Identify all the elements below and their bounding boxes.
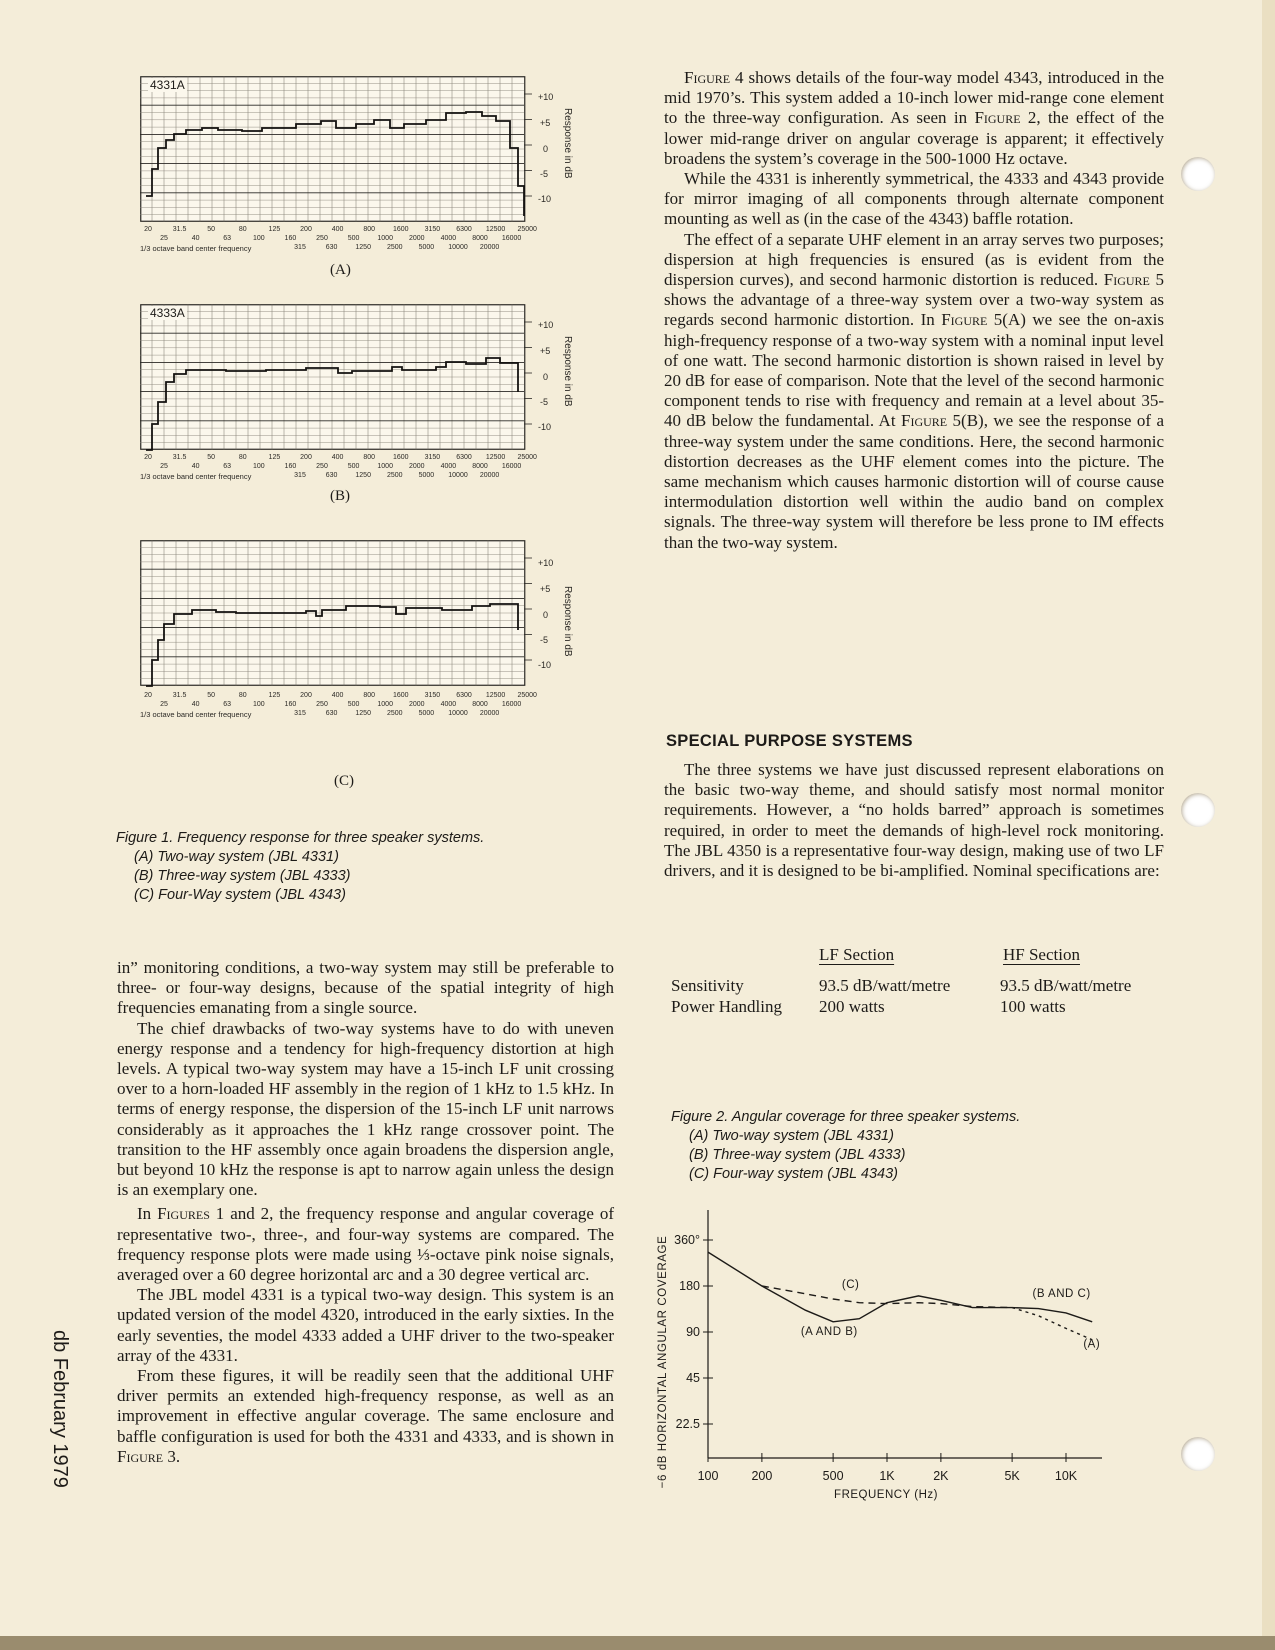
frequency-tick-label: 8000	[472, 701, 488, 708]
x-tick-label: 2K	[933, 1469, 949, 1483]
frequency-tick-label: 200	[300, 226, 312, 233]
frequency-tick-label: 50	[207, 454, 216, 461]
frequency-tick-label: 315	[294, 244, 306, 251]
frequency-tick-label: 400	[331, 692, 344, 699]
coverage-annotation: (A)	[1083, 1338, 1101, 1351]
panel-c-tick: -5	[540, 635, 549, 645]
x-tick-label: 100	[697, 1469, 719, 1483]
figure-2-caption-line: (C) Four-way system (JBL 4343)	[689, 1166, 898, 1182]
frequency-tick-label: 20000	[479, 710, 500, 717]
frequency-tick-label: 10000	[448, 244, 468, 251]
spec-row-label: Power Handling	[671, 997, 782, 1016]
body-paragraph: The effect of a separate UHF element in an array serves two purposes; dispersion at high frequencies is ensured (as is evident from the dispersion curves), and second harmonic distortion is reduced. Figure 5 shows the advantage of a three-way system over a two-way system as regards second harmonic distortion. In Figure 5(A) we see the on-axis high-frequency response of a two-way system with a nominal input level of one watt. The second harmonic distortion is shown raised in level by 20 dB for ease of comparison. Note that the level of the second harmonic component tends to rise with frequency and remain at a level about 35-40 dB below the fundamental. At Figure 5(B), we see the response of a three-way system under the same conditions. Here, the second harmonic distortion decreases as the UHF element comes into the picture. The same mechanism which causes harmonic distortion will of course cause intermodulation distortion well within the audio band on complex signals. The three-way system will therefore be less prone to IM effects than the two-way system.	[664, 229, 1165, 552]
panel-c-grid	[140, 540, 536, 686]
panel-b-model-label: 4333A	[150, 306, 185, 320]
panel-a-tick: +5	[540, 118, 551, 128]
panel-b-tick: -10	[538, 422, 552, 432]
page-edge-right	[1262, 0, 1275, 1650]
frequency-tick-label: 400	[331, 226, 344, 233]
frequency-tick-label: 20000	[479, 472, 500, 479]
spec-row-hf: 93.5 dB/watt/metre	[1000, 976, 1132, 995]
frequency-tick-label: 1250	[355, 472, 371, 479]
frequency-tick-label: 630	[325, 244, 338, 251]
body-paragraph: The chief drawbacks of two-way systems have to do with uneven energy response and a tendency for high-frequency distortion at high levels. A typical two-way system may have a 15-inch LF unit crossing over to a horn-loaded HF assembly in the region of 1 kHz to 1.5 kHz. In terms of energy response, the dispersion of the 15-inch LF unit narrows considerably as it approaches the 1 kHz range crossover point. The transition to the HF assembly once again broadens the dispersion angle, but beyond 10 kHz the response is apt to narrow again unless the design is an exemplary one.	[117, 1018, 614, 1200]
frequency-tick-label: 125	[268, 226, 281, 233]
y-tick-label: 45	[686, 1371, 700, 1385]
panel-c-letter: (C)	[334, 773, 354, 789]
panel-a-freq-row-1	[140, 226, 536, 235]
frequency-tick-label: 1600	[393, 226, 409, 233]
frequency-tick-label: 40	[191, 463, 200, 470]
panel-a-y-axis-label: Response in dB	[562, 108, 573, 179]
frequency-tick-label: 20000	[479, 244, 500, 251]
frequency-tick-label: 630	[325, 710, 338, 717]
figure-2-caption-line: (B) Three-way system (JBL 4333)	[689, 1147, 906, 1163]
frequency-tick-label: 315	[294, 710, 306, 717]
frequency-tick-label: 250	[316, 235, 328, 242]
panel-a-tick: +10	[538, 92, 554, 102]
frequency-tick-label: 25000	[517, 454, 537, 461]
figure-2-caption-title: Figure 2. Angular coverage for three speaker systems.	[671, 1109, 1021, 1125]
punch-hole	[1181, 793, 1215, 827]
figure-1-caption-line: (C) Four-Way system (JBL 4343)	[134, 887, 346, 903]
frequency-tick-label: 1000	[377, 701, 393, 708]
panel-a-tick: -5	[540, 169, 549, 179]
frequency-tick-label: 315	[294, 472, 306, 479]
figure-1-caption-line: (B) Three-way system (JBL 4333)	[134, 868, 351, 884]
frequency-tick-label: 800	[363, 226, 376, 233]
frequency-tick-label: 25000	[517, 692, 537, 699]
panel-c-tick: 0	[543, 610, 549, 620]
frequency-tick-label: 5000	[418, 244, 435, 251]
frequency-tick-label: 20	[144, 454, 152, 461]
frequency-tick-label: 10000	[448, 710, 468, 717]
page-edge-bottom	[0, 1636, 1275, 1650]
coverage-series-line	[762, 1286, 1012, 1308]
frequency-tick-label: 10000	[448, 472, 468, 479]
frequency-tick-label: 40	[191, 701, 200, 708]
frequency-tick-label: 160	[284, 235, 297, 242]
frequency-tick-label: 2000	[409, 701, 425, 708]
figure-2-caption-line: (A) Two-way system (JBL 4331)	[689, 1128, 894, 1144]
panel-c-freq-row-2	[140, 701, 536, 710]
right-column-text	[664, 68, 1164, 553]
frequency-tick-label: 40	[191, 235, 200, 242]
spec-row-label: Sensitivity	[671, 976, 744, 995]
body-paragraph: Figure 4 shows details of the four-way model 4343, introduced in the mid 1970’s. This system added a 10-inch lower mid-range cone element to the three-way configuration. As seen in Figure 2, the effect of the lower mid-range driver on angular coverage is apparent; it effectively broadens the system’s coverage in the 500-1000 Hz octave.	[664, 68, 1164, 168]
frequency-tick-label: 160	[284, 463, 297, 470]
panel-b-letter: (B)	[330, 488, 350, 504]
frequency-tick-label: 4000	[440, 235, 457, 242]
frequency-tick-label: 6300	[456, 692, 472, 699]
panel-b-tick: +5	[540, 346, 551, 356]
panel-c-freq-row-1	[140, 692, 536, 701]
panel-b-tick: 0	[543, 372, 549, 382]
frequency-tick-label: 500	[347, 701, 360, 708]
frequency-tick-label: 63	[223, 235, 232, 242]
frequency-tick-label: 8000	[472, 235, 488, 242]
panel-c-band-label: 1/3 octave band center frequency	[140, 710, 252, 719]
angular-coverage-chart	[657, 1210, 1172, 1590]
frequency-tick-label: 31.5	[172, 226, 187, 233]
frequency-tick-label: 31.5	[172, 454, 187, 461]
frequency-tick-label: 25000	[517, 226, 537, 233]
spec-row-lf: 200 watts	[819, 997, 885, 1016]
frequency-tick-label: 2500	[387, 472, 403, 479]
body-paragraph: The JBL model 4331 is a typical two-way design. This system is an updated version of the model 4320, introduced in the early sixties. In the early seventies, the model 4333 added a UHF driver to the two-speaker array of the 4331.	[117, 1285, 614, 1365]
panel-c-y-axis-label: Response in dB	[562, 586, 573, 657]
panel-b-freq-row-2	[140, 463, 536, 472]
frequency-tick-label: 25	[160, 463, 168, 470]
x-tick-label: 5K	[1004, 1469, 1020, 1483]
frequency-tick-label: 3150	[424, 454, 441, 461]
frequency-tick-label: 63	[223, 463, 232, 470]
body-paragraph: The three systems we have just discussed represent elaborations on the basic two-way theme, and should satisfy most normal monitor requirements. However, a “no holds barred” approach is sometimes required, in order to meet the demands of high-level rock monitoring. The JBL 4350 is a representative four-way design, making use of two LF drivers, and it is designed to be bi-amplified. Nominal specifications are:	[664, 760, 1164, 881]
panel-b-band-label: 1/3 octave band center frequency	[140, 472, 252, 481]
frequency-tick-label: 12500	[485, 226, 506, 233]
panel-a-band-label: 1/3 octave band center frequency	[140, 244, 252, 253]
coverage-annotation: (A AND B)	[800, 1326, 858, 1339]
section-heading: SPECIAL PURPOSE SYSTEMS	[666, 732, 913, 750]
panel-a-tick: -10	[538, 194, 552, 204]
x-tick-label: 200	[751, 1469, 773, 1483]
right-column-text-2	[664, 760, 1164, 881]
figure-1-caption	[116, 829, 586, 905]
panel-b-freq-row-1	[140, 454, 536, 463]
frequency-tick-label: 20	[144, 226, 152, 233]
spec-col-head-lf: LF Section	[819, 945, 895, 964]
frequency-tick-label: 800	[363, 692, 376, 699]
body-paragraph: While the 4331 is inherently symmetrical, the 4333 and 4343 provide for mirror imaging of all components through alternate component mounting as well as (in the case of the 4343) baffle rotation.	[664, 169, 1164, 229]
figure-2-caption	[671, 1108, 1151, 1184]
frequency-tick-label: 160	[284, 701, 297, 708]
frequency-tick-label: 80	[238, 692, 247, 699]
frequency-tick-label: 5000	[418, 472, 435, 479]
frequency-tick-label: 50	[207, 226, 216, 233]
punch-hole	[1181, 1437, 1215, 1471]
frequency-tick-label: 4000	[440, 463, 457, 470]
spec-col-head-hf: HF Section	[1003, 945, 1080, 964]
panel-a-freq-row-2	[140, 235, 536, 244]
panel-a-grid	[140, 76, 536, 222]
y-tick-label: 360°	[674, 1233, 700, 1247]
frequency-tick-label: 3150	[424, 692, 441, 699]
frequency-tick-label: 16000	[501, 463, 522, 470]
frequency-tick-label: 1250	[355, 710, 371, 717]
frequency-tick-label: 100	[252, 701, 265, 708]
frequency-tick-label: 4000	[440, 701, 457, 708]
panel-a-model-label: 4331A	[150, 78, 185, 92]
frequency-tick-label: 250	[316, 701, 328, 708]
panel-c-tick: -10	[538, 660, 552, 670]
folio: db February 1979	[49, 1330, 71, 1488]
frequency-tick-label: 800	[363, 454, 376, 461]
frequency-tick-label: 630	[325, 472, 338, 479]
x-axis-label: FREQUENCY (Hz)	[834, 1489, 938, 1501]
frequency-tick-label: 80	[238, 226, 247, 233]
frequency-tick-label: 25	[160, 235, 168, 242]
spec-row-hf: 100 watts	[1000, 997, 1066, 1016]
frequency-tick-label: 12500	[485, 692, 506, 699]
frequency-tick-label: 25	[160, 701, 168, 708]
x-tick-label: 10K	[1054, 1469, 1078, 1483]
frequency-tick-label: 2500	[387, 244, 403, 251]
panel-b-grid	[140, 304, 536, 450]
coverage-series-line	[708, 1252, 1012, 1322]
frequency-tick-label: 31.5	[172, 692, 187, 699]
frequency-tick-label: 1000	[377, 235, 393, 242]
left-column-text	[117, 958, 614, 1467]
frequency-tick-label: 63	[223, 701, 232, 708]
figure-1-caption-title: Figure 1. Frequency response for three speaker systems.	[116, 830, 485, 846]
frequency-tick-label: 100	[252, 463, 265, 470]
frequency-tick-label: 125	[268, 692, 281, 699]
frequency-tick-label: 50	[207, 692, 216, 699]
frequency-tick-label: 2000	[409, 235, 425, 242]
body-paragraph: in” monitoring conditions, a two-way system may still be preferable to three- or four-way designs, because of the spatial integrity of high frequencies emanating from a single source.	[117, 958, 614, 1018]
frequency-tick-label: 1000	[377, 463, 393, 470]
frequency-tick-label: 20	[144, 692, 152, 699]
frequency-tick-label: 1250	[355, 244, 371, 251]
frequency-tick-label: 16000	[501, 235, 522, 242]
y-tick-label: 180	[679, 1279, 700, 1293]
frequency-tick-label: 2500	[387, 710, 403, 717]
x-tick-label: 500	[822, 1469, 844, 1483]
coverage-annotation: (C)	[841, 1278, 860, 1291]
frequency-tick-label: 12500	[485, 454, 506, 461]
y-axis-label: −6 dB HORIZONTAL ANGULAR COVERAGE	[657, 1235, 669, 1489]
panel-b-tick: -5	[540, 397, 549, 407]
panel-a-tick: 0	[543, 144, 549, 154]
frequency-tick-label: 200	[300, 454, 312, 461]
frequency-tick-label: 400	[331, 454, 344, 461]
frequency-tick-label: 16000	[501, 701, 522, 708]
panel-b-y-axis-label: Response in dB	[562, 336, 573, 407]
y-tick-label: 90	[686, 1325, 700, 1339]
panel-c-tick: +10	[538, 558, 554, 568]
x-tick-label: 1K	[879, 1469, 895, 1483]
frequency-tick-label: 6300	[456, 454, 472, 461]
frequency-tick-label: 250	[316, 463, 328, 470]
frequency-tick-label: 500	[347, 463, 360, 470]
frequency-tick-label: 6300	[456, 226, 472, 233]
frequency-tick-label: 1600	[393, 692, 409, 699]
punch-hole	[1181, 157, 1215, 191]
body-paragraph: In Figures 1 and 2, the frequency response and angular coverage of representative two-, three-, and four-way systems are compared. The frequency response plots were made using ⅓-octave pink noise signals, averaged over a 60 degree horizontal arc and a 30 degree vertical arc.	[117, 1204, 614, 1285]
panel-b-tick: +10	[538, 320, 554, 330]
frequency-tick-label: 500	[347, 235, 360, 242]
figure-1-caption-line: (A) Two-way system (JBL 4331)	[134, 849, 339, 865]
frequency-tick-label: 5000	[418, 710, 435, 717]
panel-a-letter: (A)	[330, 262, 351, 278]
y-tick-label: 22.5	[675, 1417, 700, 1431]
spec-row-lf: 93.5 dB/watt/metre	[819, 976, 951, 995]
frequency-tick-label: 1600	[393, 454, 409, 461]
coverage-annotation: (B AND C)	[1032, 1288, 1091, 1301]
frequency-tick-label: 125	[268, 454, 281, 461]
frequency-tick-label: 2000	[409, 463, 425, 470]
frequency-tick-label: 80	[238, 454, 247, 461]
coverage-series-line	[1012, 1308, 1092, 1322]
frequency-tick-label: 100	[252, 235, 265, 242]
frequency-tick-label: 200	[300, 692, 312, 699]
coverage-series-line	[1012, 1308, 1092, 1340]
panel-c-tick: +5	[540, 584, 551, 594]
frequency-tick-label: 3150	[424, 226, 441, 233]
body-paragraph: From these figures, it will be readily seen that the additional UHF driver permits an extended high-frequency response, as well as an improvement in effective angular coverage. The same enclosure and baffle configuration is used for both the 4331 and 4333, and is shown in Figure 3.	[117, 1366, 614, 1466]
frequency-tick-label: 8000	[472, 463, 488, 470]
